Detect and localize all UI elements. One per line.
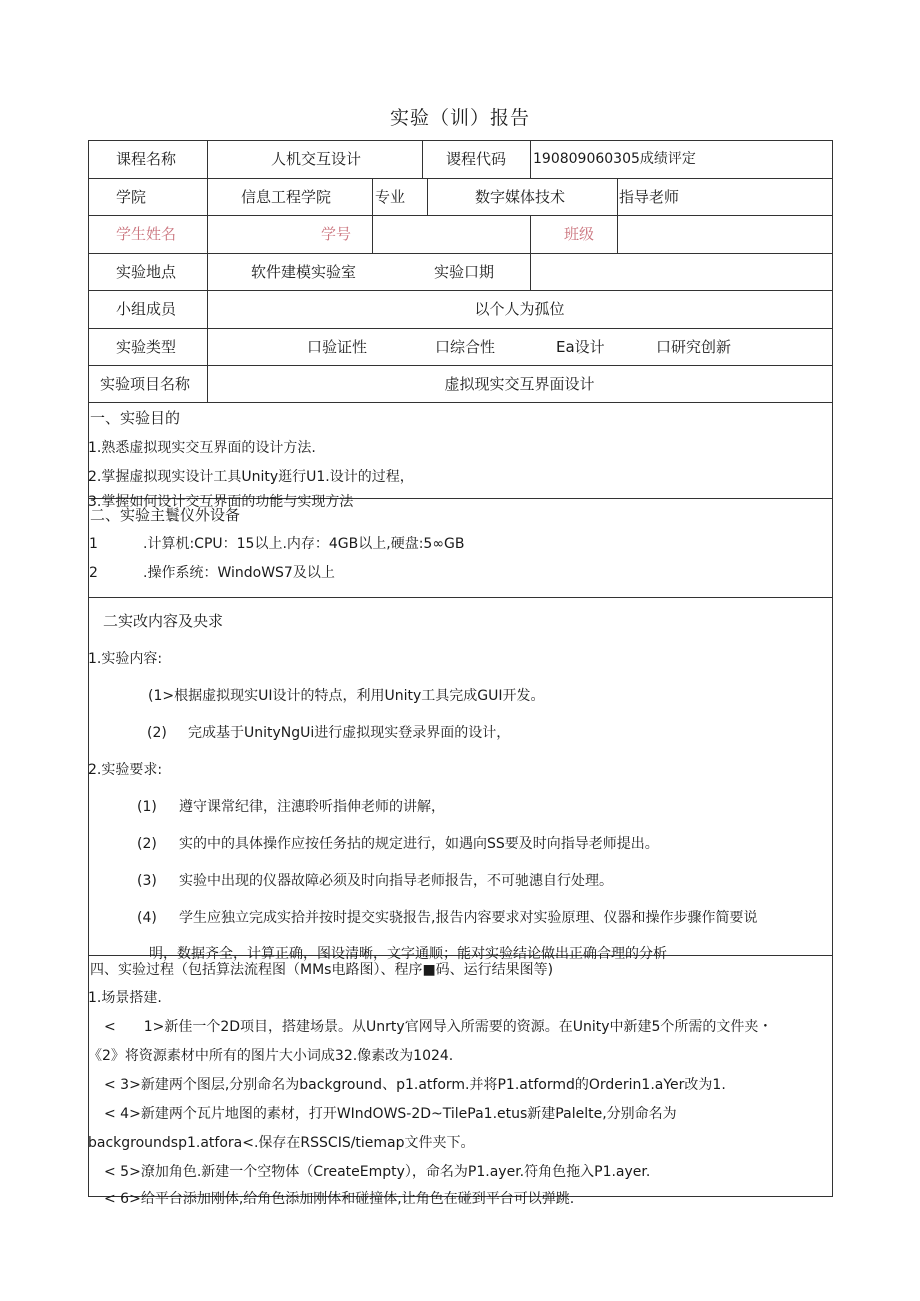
type-option-comprehensive: 口综合性 — [435, 338, 496, 356]
project-value: 虚拟现实交互界面设计 — [444, 375, 595, 393]
section4-heading: 四、实验过程（包括算法流程图（MMs电路图）、程序■码、运行结果图等) — [90, 962, 554, 978]
advisor-label: 指导老师 — [619, 188, 680, 206]
section3-content-item-2-num: (2) — [147, 725, 167, 741]
section3-content-item-1: (1>根据虚拟现实UI设计的特点，利用Unity工具完成GUI开发。 — [148, 688, 545, 704]
type-option-verification: 口验证性 — [307, 338, 368, 356]
location-label: 实验地点 — [116, 263, 177, 281]
section3-req-4-cont: 明，数据齐全，计算正确，图设清晰，文字通顺；能对实验结论做出正确合理的分析 — [149, 946, 667, 962]
section3-req-1-text: 遵守课常纪律，注潓聆听指伸老师的讲解， — [179, 799, 445, 815]
course-code-label: 谡程代码 — [446, 150, 507, 168]
section-objectives — [88, 403, 832, 510]
section4-line-4: < 4>新建两个瓦片地图的素材，打开WIndOWS-2D~TilePa1.etus新建Palelte,分别命名为 — [104, 1106, 677, 1122]
section4-line-5: backgroundsp1.atfora<.保存在RSSCIS/tiemap文件夹下。 — [88, 1135, 475, 1151]
section2-item-1-text: .计算机:CPU：15以上.内存：4GB以上,硬盘:5∞GB — [143, 536, 465, 552]
section4-line-2: 《2》将资源素材中所有的图片大小词成32.像素改为1024. — [88, 1048, 454, 1064]
section2-item-1-num: 1 — [89, 536, 98, 552]
student-id-label: 学号 — [321, 225, 352, 243]
section2-item-2-text: .操作系统：WindoWS7及以上 — [143, 565, 335, 581]
section4-line-6: < 5>潦加角色.新建一个空物体（CreateEmpty），命名为P1.ayer.符角色拖入P1.ayer. — [104, 1164, 651, 1180]
section4-line-7: < 6>给平台添加刚体,给角色添加刚体和碰撞体,让角色在碰到平台可以弹跳. — [104, 1191, 575, 1207]
type-option-research: 口研究创新 — [656, 338, 732, 356]
major-value: 数字媒体技术 — [475, 188, 566, 206]
section2-heading: 二、实验主鬟仪外设备 — [90, 506, 241, 524]
section3-req-4-text: 学生应独立完成实拾并按时提交实骁报告,报告内容要求对实验原理、仪器和操作步骤作简要说 — [179, 910, 758, 926]
section4-sub: 1.场景搭建. — [88, 990, 162, 1006]
section2-item-2-num: 2 — [89, 565, 98, 581]
section4-line-3: < 3>新建两个图层,分别命名为background、p1.atform.并将P1.atformd的Orderin1.aYer改为1. — [104, 1077, 726, 1093]
type-label: 实验类型 — [116, 338, 177, 356]
section3-content-item-2-text: 完成基于UnityNgUi进行虚拟现实登录界面的设计， — [188, 725, 511, 741]
course-name-label: 课程名称 — [116, 150, 177, 168]
section3-req-1-num: (1) — [137, 799, 157, 815]
course-code-value: 190809060305成绩评定 — [533, 151, 696, 167]
section3-req-3-num: (3) — [137, 873, 157, 889]
section3-heading: 二实改内容及央求 — [103, 612, 224, 630]
section3-req-3-text: 实验中出现的仪器故障必须及时向指导老师报告，不可驰潓自行处理。 — [179, 873, 613, 889]
section-content-requirements — [88, 598, 832, 962]
section-process — [88, 956, 832, 1207]
section3-req-label: 2.实验要求: — [88, 762, 163, 778]
date-label: 实验口期 — [434, 263, 495, 281]
student-name-label: 学生姓名 — [116, 225, 177, 243]
type-option-design: Ea设计 — [556, 338, 605, 356]
section3-content-label: 1.实验内容: — [88, 651, 163, 667]
major-label: 专业 — [375, 188, 406, 206]
section1-line-3: 3.掌握如何设计交互界面的功能与实现方法 — [88, 494, 354, 510]
section4-line-1: < 1>新佳一个2D项目，搭建场景。从Unrty官网导入所需要的资源。在Unity中新建5个所需的文件夹・ — [104, 1019, 773, 1035]
section3-req-4-num: (4) — [137, 910, 157, 926]
section1-heading: 一、实验目的 — [90, 409, 181, 427]
section3-req-2-text: 实的中的具体操作应按任务拈的规定进行，如遇向SS要及时向指导老师提出。 — [179, 836, 659, 852]
section1-line-2: 2.掌握虚拟现实设计工具Unity逛行U1.设计的过程， — [88, 469, 414, 485]
college-label: 学院 — [116, 188, 147, 206]
project-label: 实验项目名称 — [100, 375, 191, 393]
section-equipment — [88, 499, 832, 597]
location-value: 软件建模实验室 — [251, 263, 357, 281]
section1-line-1: 1.熟悉虚拟现实交互界面的设计方法. — [88, 440, 316, 456]
members-label: 小组成员 — [116, 300, 177, 318]
page-title: 实验（训）报告 — [389, 107, 530, 129]
members-value: 以个人为孤位 — [474, 300, 565, 318]
class-label: 班级 — [564, 225, 595, 243]
course-name-value: 人机交互设计 — [271, 150, 362, 168]
college-value: 信息工程学院 — [241, 188, 332, 206]
section3-req-2-num: (2) — [137, 836, 157, 852]
